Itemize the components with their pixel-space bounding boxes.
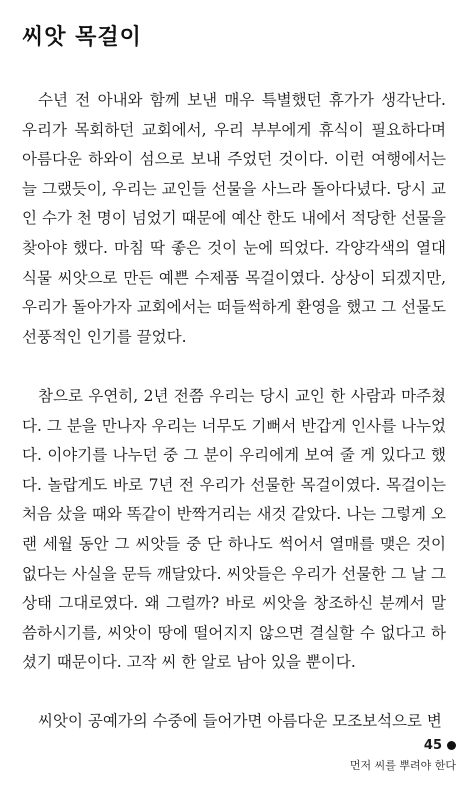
page-footer <box>350 738 456 773</box>
paragraph: 참으로 우연히, 2년 전쯤 우리는 당시 교인 한 사람과 마주쳤다. 그 분을 만나자 우리는 너무도 기뻐서 반갑게 인사를 나누었다. 이야기를 나누던 중 그 분이 우리에게 보여 줄 게 있다고 했다. 놀랍게도 바로 7년 전 우리가 선물한 목걸이였다. 목걸이는 처음 샀을 때와 똑같이 반짝거리는 새것 같았다. 나는 그렇게 오랜 세월 동안 그 씨앗들 중 단 하나도 썩어서 열매를 맺은 것이 없다는 사실을 문득 깨달았다. 씨앗들은 우리가 선물한 그 날 그 상태 그대로였다. 왜 그럴까? 바로 씨앗을 창조하신 분께서 말씀하시기를, 씨앗이 땅에 떨어지지 않으면 결실할 수 없다고 하셨기 때문이다. 고작 씨 한 알로 남아 있을 뿐이다. <box>22 386 446 672</box>
paragraph: 수년 전 아내와 함께 보낸 매우 특별했던 휴가가 생각난다. 우리가 목회하던 교회에서, 우리 부부에게 휴식이 필요하다며 아름다운 하와이 섬으로 보내 주었던 것이다. 이런 여행에서는 늘 그랬듯이, 우리는 교인들 선물을 사느라 돌아다녔다. 당시 교인 수가 천 명이 넘었기 때문에 예산 한도 내에서 적당한 선물을 찾아야 했다. 마침 딱 좋은 것이 눈에 띄었다. 각양각색의 열대 식물 씨앗으로 만든 예쁜 수제품 목걸이였다. 상상이 되겠지만, 우리가 돌아가자 교회에서는 떠들썩하게 환영을 했고 그 선물도 선풍적인 인기를 끌었다. <box>22 91 446 346</box>
running-title: 먼저 씨를 뿌려야 한다 <box>349 759 456 772</box>
page-number-line <box>350 738 456 753</box>
page-number: 45 <box>423 738 442 753</box>
bullet-dot-icon <box>447 741 456 750</box>
body-text <box>22 86 446 737</box>
paragraph: 씨앗이 공예가의 수중에 들어가면 아름다운 모조보석으로 변 <box>38 712 442 731</box>
page-title: 씨앗 목걸이 <box>22 25 142 50</box>
